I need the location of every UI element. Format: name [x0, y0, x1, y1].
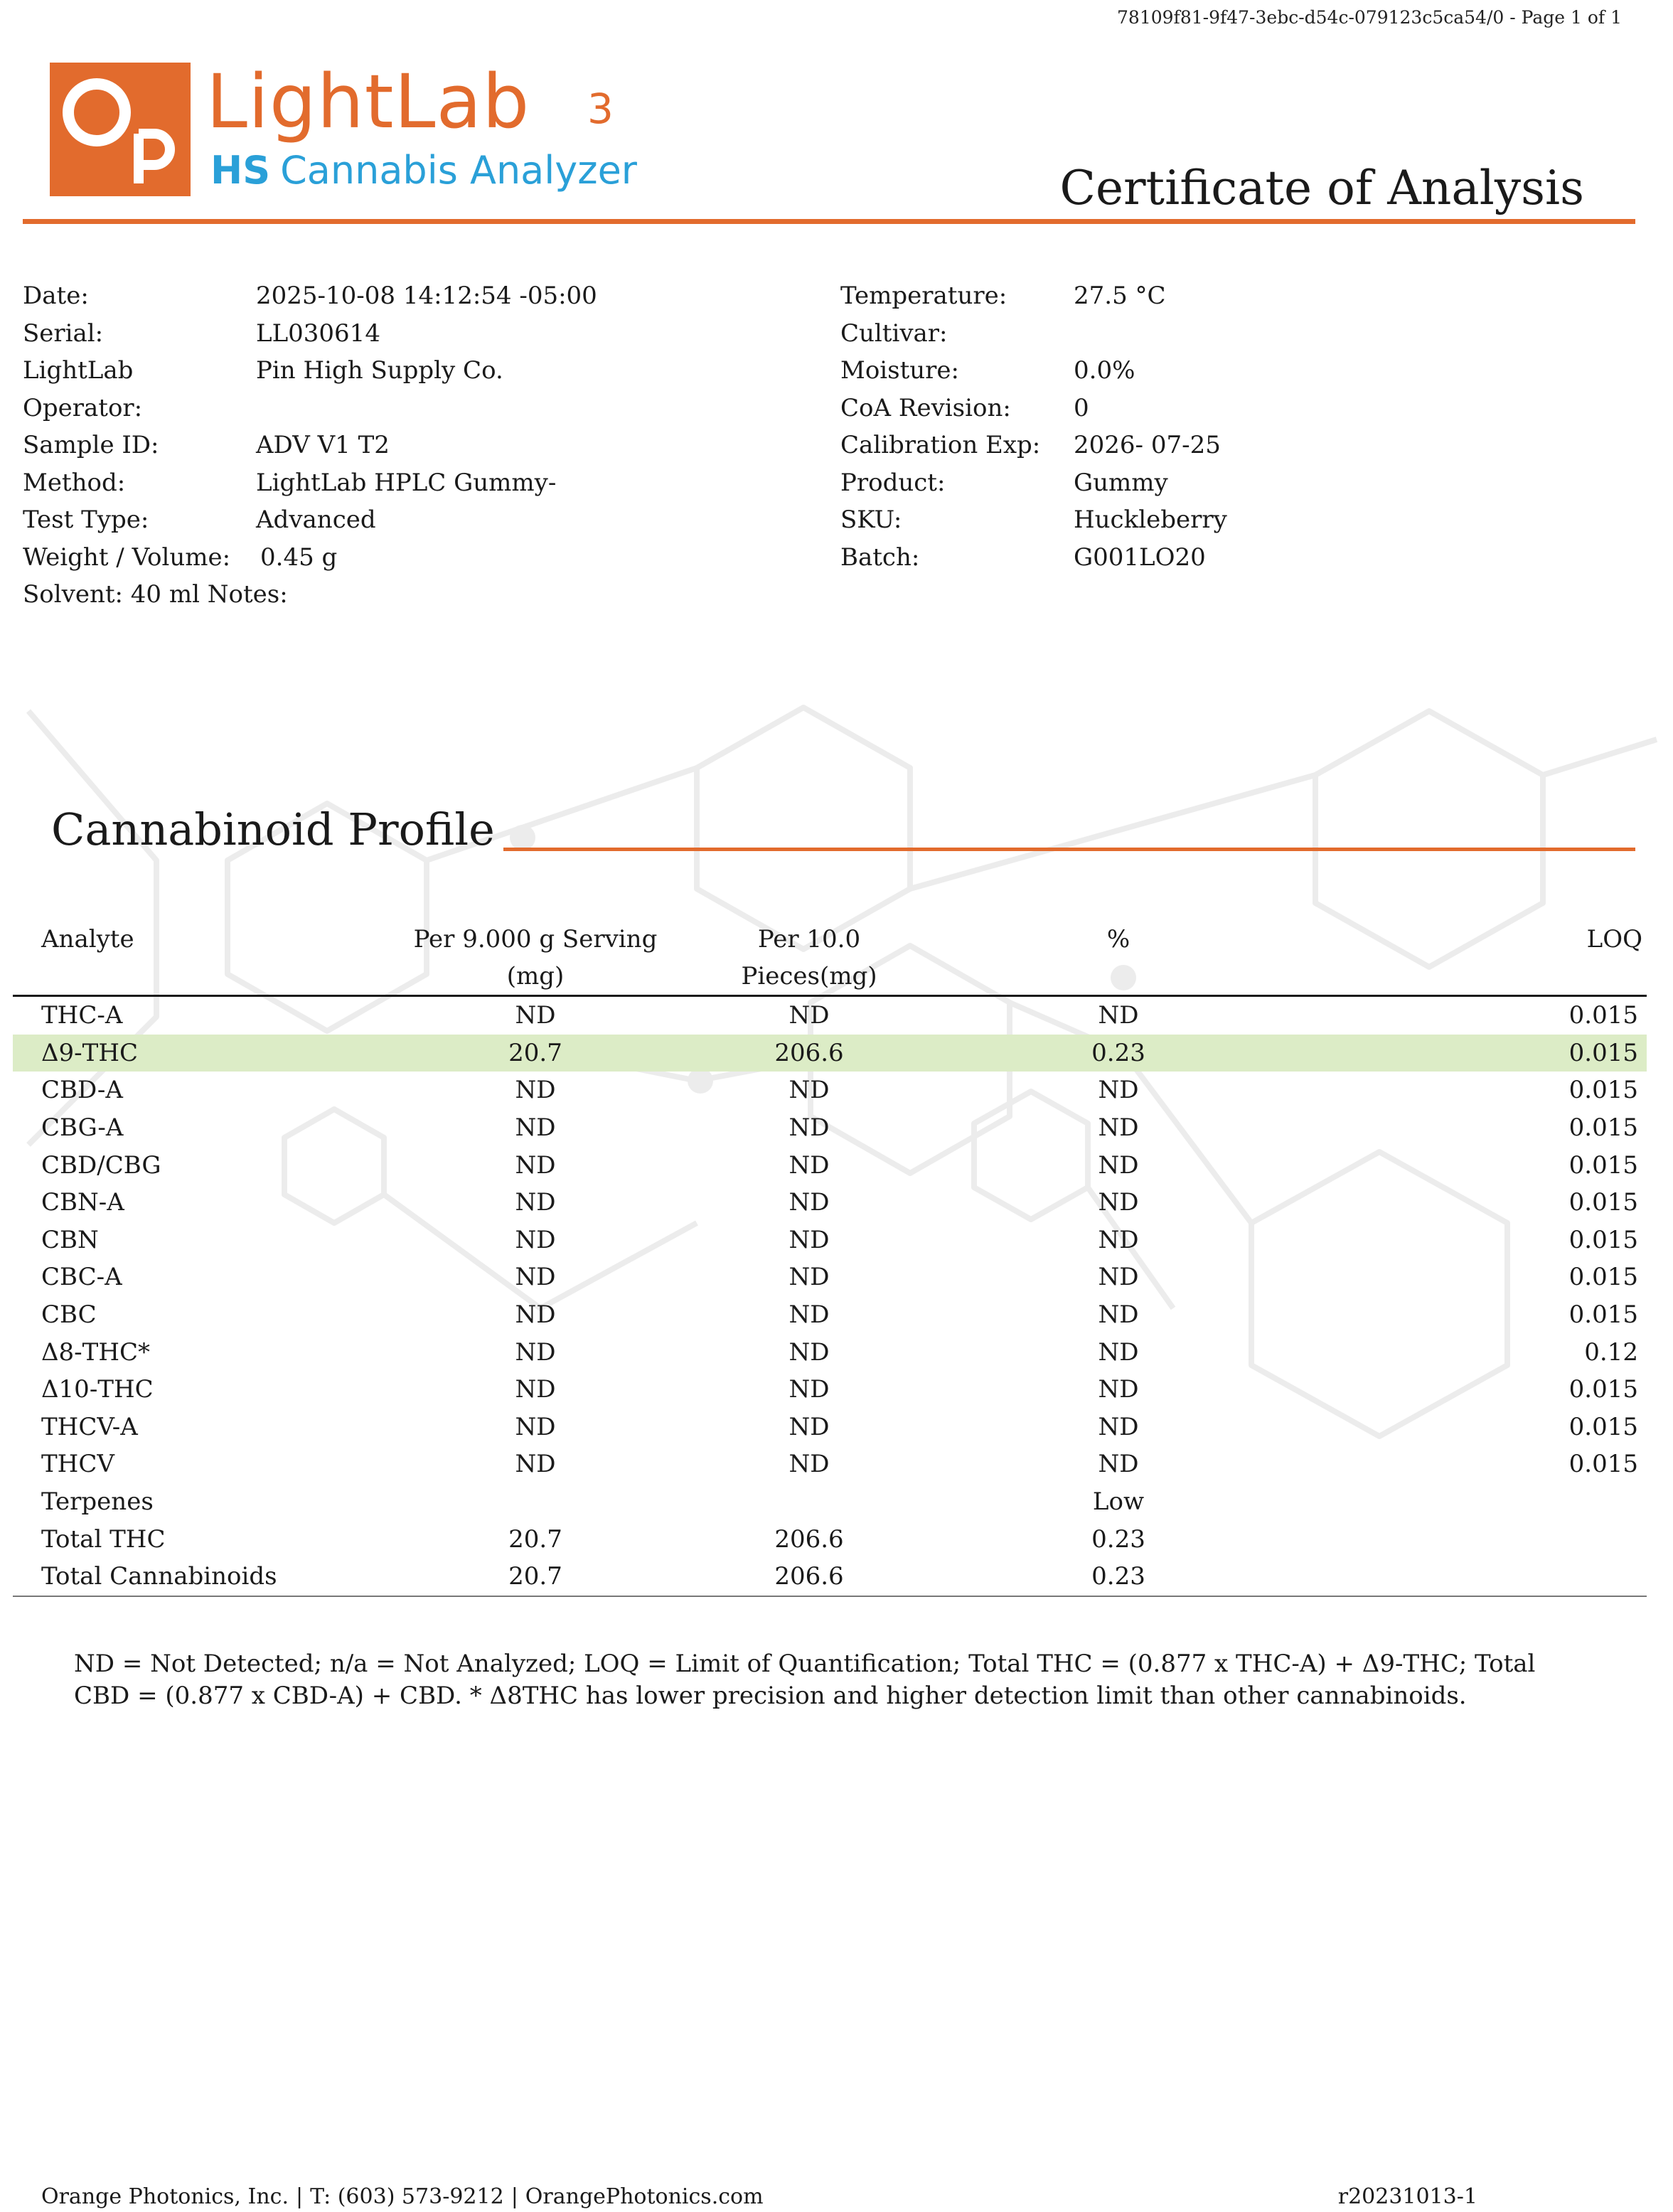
- meta-value-cultivar: [1074, 315, 1227, 353]
- percent-cell: ND: [1098, 1150, 1139, 1180]
- serving-cell: [411, 1483, 660, 1521]
- serving-cell: ND: [515, 1300, 556, 1330]
- meta-value-weight: 0.45 g: [260, 543, 338, 572]
- pieces-cell: ND: [789, 1188, 830, 1217]
- serving-cell: ND: [515, 1076, 556, 1105]
- tagline-text: Cannabis Analyzer: [280, 148, 637, 193]
- table-row: [13, 1409, 1647, 1446]
- cannabinoid-table: [13, 921, 1647, 1597]
- percent-cell: 0.23: [958, 1035, 1278, 1072]
- footer-website-link[interactable]: OrangePhotonics.com: [525, 2184, 764, 2209]
- analyte-cell: THCV: [41, 1450, 114, 1479]
- analyte-cell: Δ8-THC*: [41, 1337, 151, 1367]
- meta-value-product: Gummy: [1074, 468, 1168, 497]
- section-title: Cannabinoid Profile: [51, 803, 495, 855]
- analyte-cell: THCV-A: [41, 1412, 138, 1441]
- meta-left-values: [256, 277, 597, 614]
- col-header-serving-line1: Per 9.000 g Serving: [413, 925, 658, 953]
- pieces-cell: ND: [789, 1113, 830, 1143]
- meta-value-sku: Huckleberry: [1074, 506, 1227, 534]
- meta-value-notes: [256, 576, 597, 614]
- meta-label: Temperature:: [840, 282, 1007, 310]
- meta-value-coa-revision: 0: [1074, 393, 1089, 422]
- loq-cell: 0.015: [1568, 1263, 1638, 1292]
- analyte-cell: Total Cannabinoids: [13, 1558, 411, 1596]
- footer-company: Orange Photonics, Inc.: [41, 2184, 289, 2209]
- analyte-cell: Terpenes: [41, 1487, 154, 1517]
- table-row: [13, 1072, 1647, 1109]
- serving-cell: ND: [515, 1412, 556, 1441]
- meta-label: Solvent: 40 ml Notes:: [23, 580, 288, 609]
- table-row: [13, 1146, 1647, 1184]
- section-divider: [503, 848, 1635, 851]
- table-row: [13, 1259, 1647, 1296]
- op-logo-icon: [50, 63, 191, 196]
- analyte-cell: CBC: [41, 1300, 97, 1330]
- percent-cell: Low: [1092, 1487, 1145, 1517]
- analyte-cell: Total THC: [41, 1524, 166, 1554]
- percent-cell: 0.23: [1091, 1524, 1145, 1554]
- loq-cell: 0.015: [1568, 1150, 1638, 1180]
- table-row: [13, 1222, 1647, 1259]
- pieces-cell: ND: [789, 1375, 830, 1404]
- serving-cell: ND: [515, 1113, 556, 1143]
- loq-cell: 0.015: [1568, 1113, 1638, 1143]
- analyte-cell: CBD/CBG: [41, 1150, 161, 1180]
- tagline-bold: HS: [210, 148, 271, 193]
- footer-separator: |: [511, 2184, 518, 2209]
- brand-version: 3: [587, 85, 614, 133]
- loq-cell: [1278, 1558, 1647, 1596]
- pieces-cell: 206.6: [774, 1524, 844, 1554]
- percent-cell: ND: [1098, 1337, 1139, 1367]
- pieces-cell: ND: [789, 1001, 830, 1030]
- serving-cell: 20.7: [411, 1558, 660, 1596]
- percent-cell: ND: [1098, 1188, 1139, 1217]
- loq-cell: 0.015: [1568, 1001, 1638, 1030]
- serving-cell: 20.7: [411, 1035, 660, 1072]
- footer-contact: [41, 2184, 764, 2209]
- table-row: [13, 1520, 1647, 1558]
- table-row: [13, 1109, 1647, 1147]
- loq-cell: 0.015: [1568, 1412, 1638, 1441]
- table-header-row: [13, 921, 1647, 996]
- loq-cell: [1278, 1483, 1647, 1521]
- brand-tagline: [210, 148, 637, 193]
- analyte-cell: CBG-A: [41, 1113, 124, 1143]
- pieces-cell: ND: [789, 1450, 830, 1479]
- col-header-percent: %: [958, 921, 1278, 996]
- meta-label: LightLab: [23, 356, 134, 385]
- serving-cell: 20.7: [508, 1524, 562, 1554]
- meta-value-calibration: 2026- 07-25: [1074, 431, 1221, 459]
- meta-label: Moisture:: [840, 356, 959, 385]
- meta-value-temperature: 27.5 °C: [1074, 282, 1166, 310]
- meta-label: Cultivar:: [840, 319, 948, 348]
- meta-value-serial: LL030614: [256, 319, 380, 348]
- meta-label: Operator:: [23, 393, 143, 422]
- table-row: [13, 1558, 1647, 1596]
- table-row: [13, 1371, 1647, 1409]
- loq-cell: 0.015: [1278, 1035, 1647, 1072]
- loq-cell: 0.015: [1568, 1225, 1638, 1254]
- footnote: ND = Not Detected; n/a = Not Analyzed; LOQ = Limit of Quantification; Total THC = (0.877 x THC-A) + Δ9-THC; Total CBD = (0.877 x CBD-A) + CBD. * Δ8THC has lower precision and higher detection limit than other cannabinoids.: [74, 1650, 1536, 1710]
- analyte-cell: CBN-A: [41, 1188, 124, 1217]
- meta-value-lightlab: Pin High Supply Co.: [256, 356, 503, 385]
- col-header-pieces: [660, 921, 958, 996]
- meta-right-values: [1074, 277, 1227, 576]
- pieces-cell: ND: [789, 1150, 830, 1180]
- pieces-cell: 206.6: [660, 1035, 958, 1072]
- serving-cell: ND: [515, 1188, 556, 1217]
- loq-cell: 0.015: [1568, 1076, 1638, 1105]
- footer-revision: r20231013-1: [1337, 2184, 1477, 2209]
- meta-right-labels: [840, 277, 1040, 576]
- loq-cell: 0.015: [1568, 1450, 1638, 1479]
- meta-label: Test Type:: [23, 506, 149, 534]
- col-header-serving: [411, 921, 660, 996]
- percent-cell: ND: [1098, 1076, 1139, 1105]
- meta-label: Date:: [23, 282, 89, 310]
- meta-left-labels: [23, 277, 288, 614]
- percent-cell: ND: [1098, 1375, 1139, 1404]
- brand-name: LightLab: [206, 58, 530, 145]
- analyte-cell: CBC-A: [41, 1263, 122, 1292]
- serving-cell: ND: [515, 1001, 556, 1030]
- col-header-loq: LOQ: [1278, 921, 1647, 996]
- meta-label: Serial:: [23, 319, 104, 348]
- meta-value-test-type: Advanced: [256, 506, 376, 534]
- meta-value-sample-id: ADV V1 T2: [256, 431, 390, 459]
- footer-separator: |: [296, 2184, 304, 2209]
- table-row: [13, 996, 1647, 1035]
- table-row: [13, 1446, 1647, 1483]
- table-row: [13, 1333, 1647, 1371]
- footer-phone: T: (603) 573-9212: [310, 2184, 504, 2209]
- loq-cell: 0.12: [1584, 1337, 1638, 1367]
- pieces-cell: ND: [789, 1076, 830, 1105]
- meta-label: SKU:: [840, 506, 902, 534]
- meta-label: Sample ID:: [23, 431, 159, 459]
- percent-cell: 0.23: [958, 1558, 1278, 1596]
- percent-cell: ND: [1098, 1412, 1139, 1441]
- loq-cell: 0.015: [1568, 1375, 1638, 1404]
- analyte-cell: CBN: [41, 1225, 99, 1254]
- serving-cell: ND: [515, 1375, 556, 1404]
- document-id: 78109f81-9f47-3ebc-d54c-079123c5ca54/0 - Page 1 of 1: [1117, 7, 1622, 28]
- meta-value-date: 2025-10-08 14:12:54 -05:00: [256, 282, 597, 310]
- loq-cell: 0.015: [1568, 1300, 1638, 1330]
- meta-value-moisture: 0.0%: [1074, 356, 1135, 385]
- pieces-cell: ND: [789, 1263, 830, 1292]
- percent-cell: ND: [1098, 1450, 1139, 1479]
- col-header-serving-line2: (mg): [506, 962, 565, 990]
- serving-cell: ND: [515, 1263, 556, 1292]
- meta-label: CoA Revision:: [840, 393, 1011, 422]
- percent-cell: ND: [1098, 1001, 1139, 1030]
- col-header-pieces-line2: Pieces(mg): [741, 962, 877, 990]
- meta-label: Calibration Exp:: [840, 431, 1041, 459]
- serving-cell: ND: [515, 1337, 556, 1367]
- meta-label: Product:: [840, 468, 946, 497]
- pieces-cell: 206.6: [660, 1558, 958, 1596]
- col-header-analyte: Analyte: [13, 921, 411, 996]
- analyte-cell: CBD-A: [41, 1076, 123, 1105]
- meta-label: Batch:: [840, 543, 920, 572]
- pieces-cell: ND: [789, 1337, 830, 1367]
- pieces-cell: [660, 1483, 958, 1521]
- table-row: [13, 1184, 1647, 1222]
- serving-cell: ND: [515, 1450, 556, 1479]
- meta-value-operator: [256, 390, 597, 427]
- percent-cell: ND: [1098, 1225, 1139, 1254]
- analyte-cell: Δ9-THC: [13, 1035, 411, 1072]
- percent-cell: ND: [1098, 1113, 1139, 1143]
- header-divider: [23, 219, 1635, 224]
- serving-cell: ND: [515, 1150, 556, 1180]
- meta-value-batch: G001LO20: [1074, 543, 1206, 572]
- meta-label: Weight / Volume:: [23, 543, 231, 572]
- table-row: [13, 1483, 1647, 1521]
- percent-cell: ND: [1098, 1263, 1139, 1292]
- table-row: [13, 1296, 1647, 1334]
- serving-cell: ND: [515, 1225, 556, 1254]
- certificate-title: Certificate of Analysis: [1059, 161, 1584, 215]
- percent-cell: ND: [1098, 1300, 1139, 1330]
- analyte-cell: Δ10-THC: [41, 1375, 154, 1404]
- col-header-pieces-line1: Per 10.0: [757, 925, 861, 953]
- table-row-highlighted: [13, 1035, 1647, 1072]
- meta-label: Method:: [23, 468, 126, 497]
- loq-cell: 0.015: [1568, 1188, 1638, 1217]
- loq-cell: [1278, 1520, 1647, 1558]
- pieces-cell: ND: [789, 1300, 830, 1330]
- analyte-cell: THC-A: [41, 1001, 123, 1030]
- meta-value-method: LightLab HPLC Gummy-: [256, 468, 557, 497]
- pieces-cell: ND: [789, 1225, 830, 1254]
- pieces-cell: ND: [789, 1412, 830, 1441]
